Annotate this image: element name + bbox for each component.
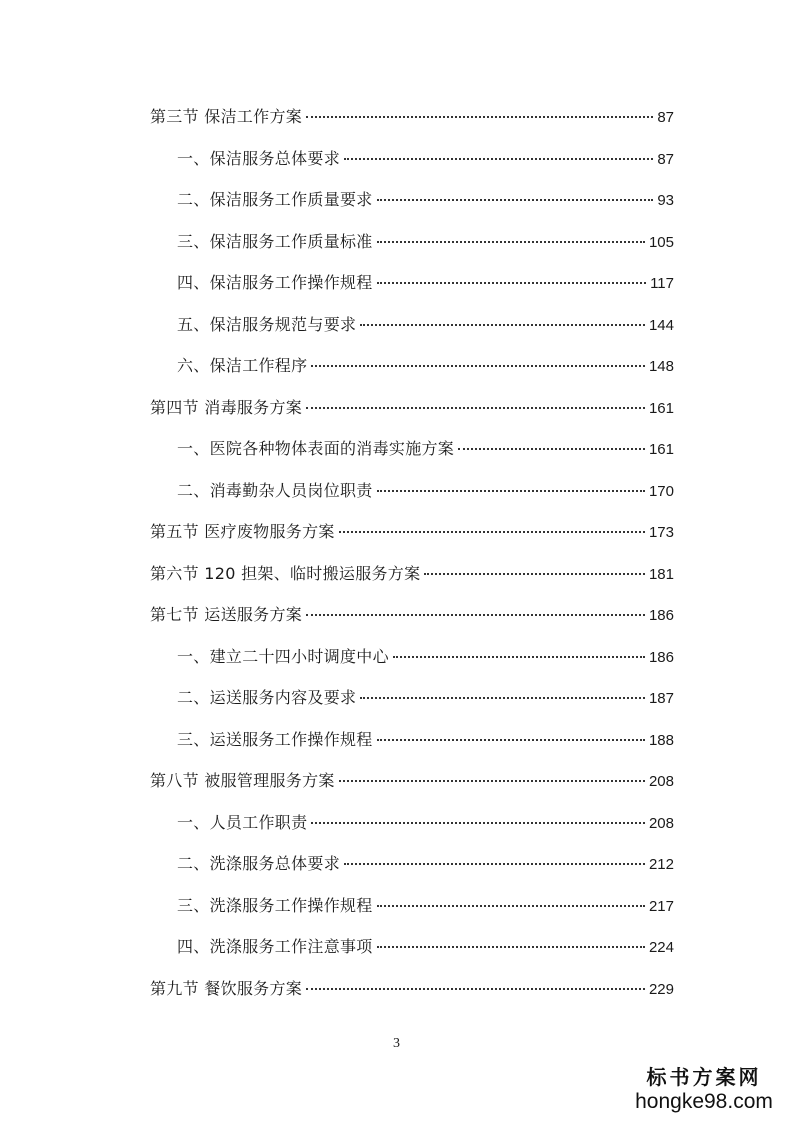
toc-leader-dots	[377, 905, 645, 907]
toc-entry[interactable]	[177, 935, 674, 959]
toc-entry-title: 五、保洁服务规范与要求	[177, 315, 357, 334]
toc-entry-page: 170	[648, 483, 674, 500]
toc-entry-page: 186	[648, 607, 674, 624]
toc-entry[interactable]	[150, 562, 674, 586]
toc-leader-dots	[458, 448, 645, 450]
toc-entry[interactable]	[150, 396, 674, 420]
toc-entry-page: 93	[657, 192, 674, 209]
watermark-logo	[629, 1064, 779, 1114]
toc-entry-title: 四、洗涤服务工作注意事项	[177, 937, 373, 956]
toc-leader-dots	[306, 116, 653, 118]
toc-entry[interactable]	[177, 852, 674, 876]
toc-entry[interactable]	[177, 645, 674, 669]
toc-entry-page: 208	[648, 815, 674, 832]
toc-entry[interactable]	[177, 313, 674, 337]
toc-entry-title: 二、消毒勤杂人员岗位职责	[177, 481, 373, 500]
toc-leader-dots	[377, 199, 654, 201]
toc-entry-page: 188	[648, 732, 674, 749]
toc-entry-title: 一、保洁服务总体要求	[177, 149, 341, 168]
toc-entry[interactable]	[150, 603, 674, 627]
toc-leader-dots	[311, 365, 645, 367]
toc-leader-dots	[377, 241, 645, 243]
toc-entry-title: 二、运送服务内容及要求	[177, 688, 357, 707]
toc-entry-page: 87	[657, 109, 674, 126]
toc-entry-title: 第七节 运送服务方案	[150, 605, 303, 624]
toc-entry-title: 三、洗涤服务工作操作规程	[177, 896, 373, 915]
toc-leader-dots	[311, 822, 645, 824]
toc-entry[interactable]	[177, 271, 674, 295]
toc-entry[interactable]	[150, 769, 674, 793]
toc-entry[interactable]	[177, 686, 674, 710]
toc-leader-dots	[344, 863, 645, 865]
toc-entry-title: 第五节 医疗废物服务方案	[150, 522, 335, 541]
toc-entry[interactable]	[177, 230, 674, 254]
toc-entry-title: 四、保洁服务工作操作规程	[177, 273, 373, 292]
toc-entry-title: 三、运送服务工作操作规程	[177, 730, 373, 749]
toc-entry-title: 一、人员工作职责	[177, 813, 308, 832]
toc-entry-page: 148	[648, 358, 674, 375]
toc-entry-title: 第九节 餐饮服务方案	[150, 979, 303, 998]
toc-entry-page: 144	[648, 317, 674, 334]
toc-leader-dots	[306, 407, 645, 409]
toc-leader-dots	[377, 739, 645, 741]
toc-entry-title: 三、保洁服务工作质量标准	[177, 232, 373, 251]
toc-entry-page: 229	[648, 981, 674, 998]
watermark-url: hongke98.com	[635, 1090, 773, 1113]
toc-entry-page: 173	[648, 524, 674, 541]
toc-entry-title: 第四节 消毒服务方案	[150, 398, 303, 417]
toc-entry-page: 212	[648, 856, 674, 873]
toc-entry[interactable]	[150, 520, 674, 544]
toc-leader-dots	[306, 614, 645, 616]
toc-entry-page: 217	[648, 898, 674, 915]
toc-entry[interactable]	[177, 479, 674, 503]
toc-entry-page: 187	[648, 690, 674, 707]
toc-leader-dots	[360, 697, 645, 699]
toc-leader-dots	[344, 158, 653, 160]
toc-entry[interactable]	[150, 105, 674, 129]
watermark-title: 标书方案网	[646, 1065, 762, 1089]
toc-entry[interactable]	[150, 977, 674, 1001]
toc-entry[interactable]	[177, 354, 674, 378]
toc-entry-title: 二、保洁服务工作质量要求	[177, 190, 373, 209]
toc-leader-dots	[424, 573, 645, 575]
toc-entry-title: 一、建立二十四小时调度中心	[177, 647, 389, 666]
toc-entry-title: 二、洗涤服务总体要求	[177, 854, 341, 873]
toc-entry-title: 第八节 被服管理服务方案	[150, 771, 335, 790]
toc-entry-page: 117	[650, 275, 674, 292]
toc-leader-dots	[339, 531, 645, 533]
toc-entry[interactable]	[177, 147, 674, 171]
toc-entry-title: 第六节 120 担架、临时搬运服务方案	[150, 564, 421, 583]
toc-entry-title: 第三节 保洁工作方案	[150, 107, 303, 126]
toc-leader-dots	[306, 988, 645, 990]
toc-entry[interactable]	[177, 437, 674, 461]
toc-entry-page: 87	[657, 151, 674, 168]
toc-leader-dots	[393, 656, 645, 658]
toc-entry-page: 224	[648, 939, 674, 956]
toc-entry-title: 六、保洁工作程序	[177, 356, 308, 375]
toc-leader-dots	[360, 324, 645, 326]
toc-entry[interactable]	[177, 188, 674, 212]
toc-entry-page: 161	[648, 441, 674, 458]
toc-entry[interactable]	[177, 728, 674, 752]
toc-entry-page: 161	[648, 400, 674, 417]
toc-leader-dots	[377, 946, 645, 948]
toc-entry-title: 一、医院各种物体表面的消毒实施方案	[177, 439, 455, 458]
toc-leader-dots	[377, 282, 646, 284]
toc-leader-dots	[377, 490, 645, 492]
toc-leader-dots	[339, 780, 645, 782]
toc-entry-page: 186	[648, 649, 674, 666]
toc-entry[interactable]	[177, 811, 674, 835]
page-number: 3	[393, 1036, 400, 1051]
toc-entry[interactable]	[177, 894, 674, 918]
toc-entry-page: 181	[648, 566, 674, 583]
toc-entry-page: 208	[648, 773, 674, 790]
toc-entry-page: 105	[648, 234, 674, 251]
